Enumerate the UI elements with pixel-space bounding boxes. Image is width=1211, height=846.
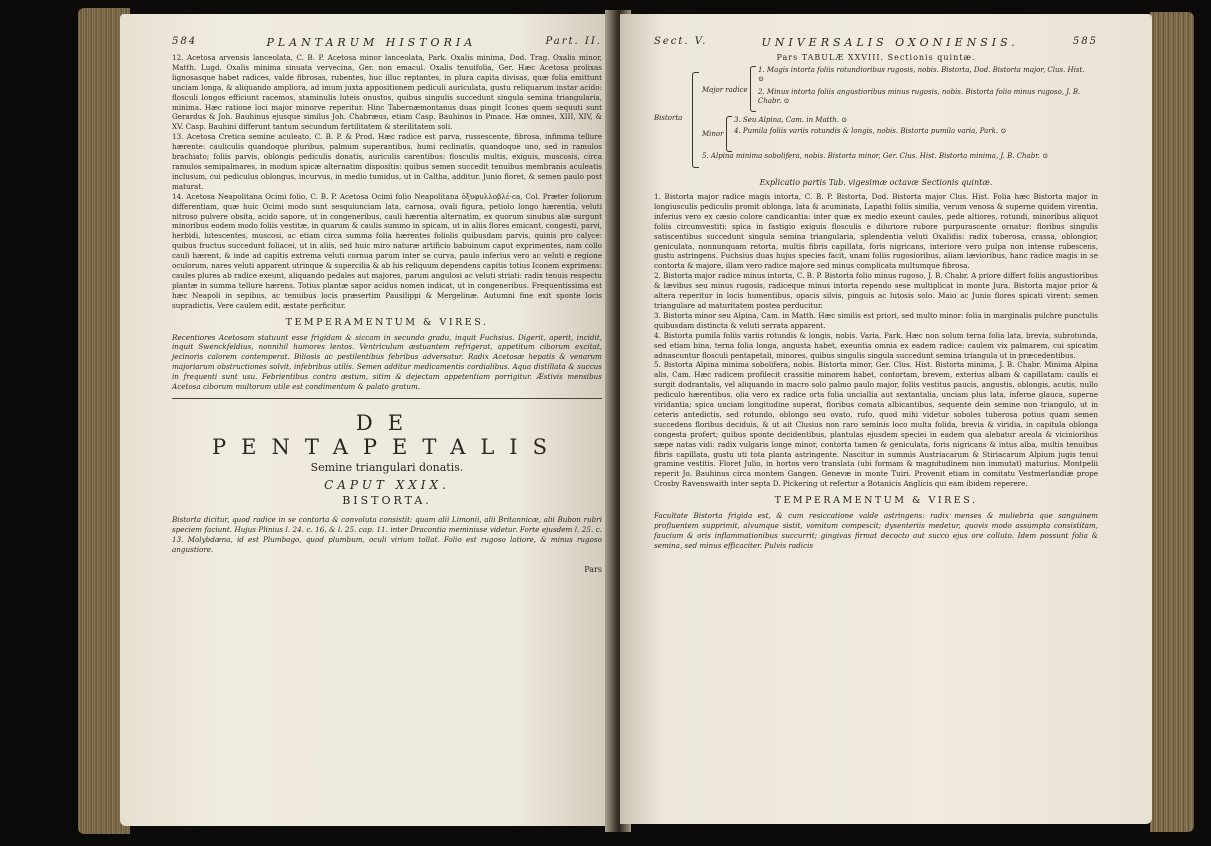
bistorta-paragraph-1: 1. Bistorta major radice magis intorta, C. B. P. Bistorta, Dod. Bistorta major Clus. Hist. Folia hæc Bistorta major in longiusculis pediculis promit oblonga, lata & acuminata, Lapathi foliis similia, verum venosa & superne quidem virentia, inferius vero ex cæsio colore candicantia: inter quæ ex medio exeunt caules, pede altiores, rotundi, minoribus aliquot foliis circumvestiti: spica in fastigio exiguis flosculis e diluriore rubore purpurascente ornatur: floribus singulis satiscentibus succedunt singula semina triangularia, splendentia veluti Oxalidis: radix tuberosa, crassa, oblongior, geniculata, nonnunquam retorta, multis fibris capillata, foris nigricans, interiore vero pulpa non intense rubescens, gustu astringens. Fuchsius duas hujus species facit, unam foliis rugosioribus, aliam lævioribus, hanc radice magis in se contorta & majore, illam vero radice majore sed minus complicata multumque fibrosa. xyxy=(654,192,1098,271)
right-page-number: 585 xyxy=(1072,36,1098,47)
paragraph-13: 13. Acetosa Cretica semine aculeato, C. B. P. & Prod. Hæc radice est parva, russescente, fibrosa, infimma tellure hærente: cauliculis quandoque pluribus, palmum superantibus, humi reclinatis, quandoque uno, sed in ramulos brachiato; foliis parvis, oblongis pediculis donatis, auriculis carentibus: flosculis multis, exiguis, muscosis, circa ramulos semipalmares, in modum spicæ alternatim dispositis: quibus semen succedit tenuibus membranis aculeatis inclusum, cui pediculus oblongus, incurvus, in medio tumidus, ut in Caltha, additur. Junio floret, & semen paulo post maturat. xyxy=(172,132,602,191)
tree-major-label: Major radice xyxy=(702,86,748,94)
book-edge-right xyxy=(1150,12,1194,832)
bistorta-paragraph-3: 3. Bistorta minor seu Alpina, Cam. in Matth. Hæc similis est priori, sed multo minor: folia in marginalis pulchre punctulis quibusdam distincta & veluti serrata apparent. xyxy=(654,310,1098,330)
table-heading: Pars TABULÆ XXVIII. Sectionis quintæ. xyxy=(776,53,976,62)
bistorta-paragraph-2: 2. Bistorta major radice minus intorta, C. B. P. Bistorta folio minus rugoso, J. B. Chabr. A priore differt foliis angustioribus & lævibus seu minus rugosis, radiceque minus intorta rependo sese multiplicat in monte Jura. Bistorta major prior & altera reperitur in locis humentibus, opacis silvis, pinguis ac lutosis solo. Maio ac Junio flores spicati virent: semen triangulare ad maturitatem postea perducitur. xyxy=(654,271,1098,310)
right-temperament-text: Facultate Bistorta frigida est, & cum resiccatione valde astringens: radix menses & muliebria que sanguinem profluentem supprimit, alvumque sistit, vomitum compescit; dysenteriis medetur, quovis modo assumpta consistitam, faucium & oris inflammationibus succurrit; gingivas firmat decocto aut succo ejus ore colluto. Idem possunt folia & semina, sed minus efficaciter. Pulvis radicis xyxy=(654,511,1098,550)
chapter-number: CAPUT XXIX. xyxy=(324,478,450,492)
tree-item-5: 5. Alpina minima sobolifera, nobis. Bistorta minor, Ger. Clus. Hist. Bistorta minima, J. B. Chabr. ⊙ xyxy=(702,152,1049,160)
left-running-title: PLANTARUM HISTORIA xyxy=(266,36,477,49)
left-temperament-heading: TEMPERAMENTUM & VIRES. xyxy=(285,316,489,328)
chapter-subtitle: Semine triangulari donatis. xyxy=(310,461,464,474)
tree-item-4: 4. Pumila foliis variis rotundis & longis, nobis. Bistorta pumila varia, Park. ⊙ xyxy=(734,127,1007,135)
tree-major-brace xyxy=(750,66,756,112)
classification-tree xyxy=(654,66,1098,174)
chapter-title: DE PENTAPETALIS xyxy=(212,411,562,459)
bistorta-paragraph-4: 4. Bistorta pumila foliis variis rotundis & longis, nobis. Varia, Park. Hæc non solum terna folia lata, brevia, subrotunda, sed etiam bina, terna folia longa, angusta habet, exeuntia omnia ex eadem radice: caulem vix palmarem, cui spicatim adnascuntur flosculi pentapetali, minores, quibus singulis singula succedunt semina triangula ut in præcedentibus. xyxy=(654,330,1098,360)
tree-minor-label: Minor xyxy=(702,130,724,138)
right-running-title: UNIVERSALIS OXONIENSIS. xyxy=(761,36,1019,49)
left-running-head xyxy=(172,36,602,49)
bistorta-paragraph-5: 5. Bistorta Alpina minima sobolifera, nobis. Bistorta minor, Ger. Clus. Hist. Bistorta minima, J. B. Chabr. Minima Alpina alis, Cam. Hæc radicem profilecit crassitie minorem habet, contortam, brevem, exterius albam & capillatam: caulis ei surgit dodrantalis, vel aliquando in macro solo palmo paulo major, foliis vestitus paucis, angustis, oblongis, acutis, nullo pediculo hærentibus, olia vero ex radice orta folia unciallia aut sextantalia, unciam plus lata, inferne glauca, superne viridantia; spica unciam longitudine superat, floribus comata albicantibus, sequente dein semine non triangulo, ut in ceteris antedictis, sed rotundo, oblongo seu ovato, rufo, quod mihi videtur soboles tuberosa potius quam semen succedens floribus deciduis, & ut ait Clusius non raro seminis loco multa folida, brevia & viridia, in capitula oblonga congesta profert; quibus sponte decidentibus, plantulas ejusdem speciei in eadem qua alebatur areola & vicinioribus sæpe natas vidi: radix vulgaris longe minor, contorta tamen & geniculata, foris nigricans & intus alba, multis tenuibus fibris capillata, gustu uti tota planta astringente. Nascitur in summis Austriacarum & Stiriacarum Alpium jugis tenui gramine vestitis. Floret Julio, in hortos vero translata (ubi formam & magnitudinem non immutat) maturius. Montpelii reperit Jo. Bauhinus circa montem Gangen. Genevæ in monte Tuiri. Provenit etiam in comitatu Vestmerlandiæ prope Crosby Ravenswaith inter septa D. Pickering ut refertur a Botanicis Anglicis qui eam ibidem reperere. xyxy=(654,360,1098,489)
left-temperament-text: Recentiores Acetosam statuunt esse frigidam & siccam in secundo gradu, inquit Fuchsius. Digerit, aperit, incidit, inquit Swenckfeldius, nonnihil humores lentos. Ventriculum æstuantem refrigerat, appetitum ciborum excitat, jecinoris calorem contemperat. Biliosis ac pestilentibus febribus adversatur. Radix Acetosæ hepatis & venarum majoriarum obstructiones solvit, infebribus utilis. Semen additur medicamentis cordialibus. Aqua distillata & succus in frequenti sunt usu. Febrientibus contra æstum, sitim & dejectam appetentiam porrigitur. Æstivis mensibus Acetosa ciborum multorum utile est condimentum & palato gratum. xyxy=(172,332,602,392)
paragraph-12: 12. Acetosa arvensis lanceolata, C. B. P. Acetosa minor lanceolata, Park. Oxalis minima, Dod. Trag. Oxalis minor, Matth. Lugd. Oxalis minima sinuata vervecina, Ger. non emacul. Oxalis tenuifolia, Ger. Hæc Acetosa prolixas lignosasque habet radices, valde fibrosas, rubentes, huc illuc reptantes, in plura capita divisas, quæ folia emittunt unciam longa, & aliquando ampliora, ad imum juxta appositionem pediculi auriculata, gustu reliquarum instar acido: flosculi longos efficiunt racemos, staminulis luteis onustos, quibus singulis succedunt singula semina triangularia, minima. Hæc ratione loci major minorve reperitur. Hinc Tabernæmontanus duas pingit Icones quem sequuti sunt Gerardus & Joh. Bauhinus ejusque similus Joh. Chabræus, etiam Casp. Bauhinus in Pinace. Hæ omnes, XIII, XIV, & XV. Casp. Bauhini differunt tantum secundum fertilitatem & sterilitatem soli. xyxy=(172,53,602,132)
chapter-intro-text: Bistorta dicitur, quod radice in se contorta & convoluta consistit: quam alii Limonii, alii Britannicæ, alii Bubon rubri speciem faciunt. Hujus Plinius l. 24. c. 16. & l. 25. cap. 11. inter Dracontia meminisse videtur. Forte ejusdem l. 25. c. 13. Molybdæna, id est Plumbago, quod plumbum, oculi virium tollat. Folio est rugoso latiore, & minus rugoso angustiore. xyxy=(172,515,602,554)
divider-rule xyxy=(172,398,602,399)
right-page-content xyxy=(654,36,1098,551)
tree-item-3: 3. Seu Alpina, Cam. in Matth. ⊙ xyxy=(734,116,848,124)
right-page xyxy=(620,14,1152,824)
left-page xyxy=(120,14,615,826)
left-catchword: Pars xyxy=(584,564,602,574)
left-page-number: 584 xyxy=(172,36,198,47)
right-section-label: Sect. V. xyxy=(654,36,708,47)
tree-minor-brace xyxy=(726,116,732,152)
left-part-label: Part. II. xyxy=(545,36,602,47)
tree-root-brace xyxy=(692,72,699,168)
right-running-head xyxy=(654,36,1098,49)
tree-item-2: 2. Minus intorta foliis angustioribus minus rugosis, nobis. Bistorta folio minus rugoso, J. B. Chabr. ⊙ xyxy=(758,88,1081,105)
tree-item-1: 1. Magis intorta foliis rotundioribus rugosis, nobis. Bistorta, Dod. Bistorta major, Clus. Hist. ⊙ xyxy=(758,66,1085,83)
explication-heading: Explicatio partis Tab. vigesimæ octavæ Sectionis quintæ. xyxy=(759,178,993,187)
left-page-content xyxy=(172,36,602,574)
paragraph-14: 14. Acetosa Neapolitana Ocimi folio, C. B. P. Acetosa Ocimi folio Neapolitana ὀξυφυλλοβλέ-ca, Col. Præter foliorum differentiam, quæ huic Ocimi modo sunt sesquiunciam lata, carnosa, ovali figura, petiolo longo hærentia, veluti nitroso pulvere obsita, acido sapore, ut in congeneribus, cauli hærentia alternatim, ex quorum sinubus alæ surgunt minoribus eodem modo foliis vestitæ, in quarum & caulis summo in spicam, ut in aliis flores emicant, congesti, parvi, herbidi, lutescentes, muscosi, ac etiam circa summa folia hærentes foliolis quibusdam parvis, quinis pro calyce: quibus fructus succedunt foliacei, ut in aliis, sed huic miro naturæ artificio babuinum caput exprimentes, nam collo cauli hærent, & inde ad capitis extrema veluti cornua parum inter se curva, paulo inferius vero ac veluti e regione oculorum, nares veluti apparent utrinque & supercilia & ab his reliquum dependens capitis totius Iconem exprimens: caules plures ab radice exeunt, aliquando pedales aut majores, parum angulosi ac veluti striati: radix tenuis respectu plantæ in summa tellure hærens. Totius plantæ sapor acidus nomen indicat, ut in congeneribus. Frequentissima est hæc Neapoli in sepibus, ac tenuibus locis præsertim Pausilippi & Mergelinæ. Autumni fine exit sponte locis supradictis, Vere caulem edit, æstate perficitur. xyxy=(172,191,602,310)
right-temperament-heading: TEMPERAMENTUM & VIRES. xyxy=(774,495,978,507)
chapter-name: BISTORTA. xyxy=(342,494,432,507)
tree-root-label: Bistorta xyxy=(654,114,683,122)
